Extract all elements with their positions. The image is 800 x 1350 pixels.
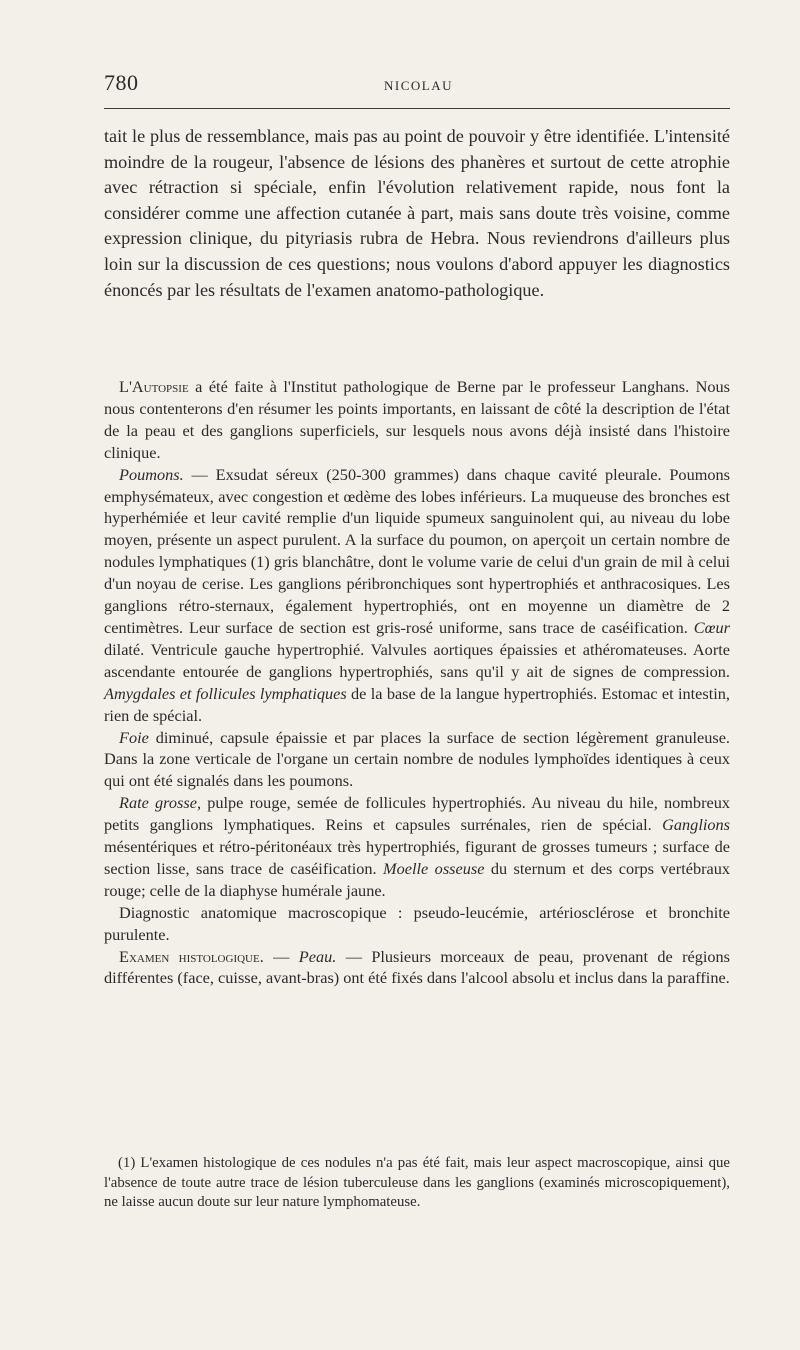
autopsy-section — [104, 376, 730, 989]
rate-label: Rate grosse, — [119, 793, 202, 813]
rate-paragraph — [104, 792, 730, 902]
autopsie-paragraph — [104, 376, 730, 464]
footnote-marker: (1) — [118, 1155, 136, 1171]
running-head: NICOLAU — [384, 78, 453, 93]
rate-text: pulpe rouge, semée de follicules hypertrophiés. Au niveau du hile, nombreux petits ganglions lymphatiques. Reins et capsules surrénales, rien de spécial. — [104, 793, 730, 835]
moelle-text: du sternum et des corps vertébraux rouge; celle de la diaphyse humérale jaune. — [104, 858, 731, 900]
intro-block — [104, 124, 730, 303]
coeur-text: dilaté. Ventricule gauche hypertrophié. Valvules aortiques épaissies et athéromateuses. Aorte ascendante entourée de ganglions hypertrophiés, sans qu'il y ait de signes de compression. — [104, 639, 730, 681]
page-header — [104, 70, 730, 110]
coeur-label: Cœur — [693, 617, 730, 637]
foie-paragraph — [104, 727, 730, 793]
examen-label: Examen histologique. — [119, 946, 264, 966]
foie-label: Foie — [119, 727, 149, 747]
autopsie-label: L'Autopsie — [119, 377, 189, 396]
examen-text: — Plusieurs morceaux de peau, provenant de régions différentes (face, cuisse, avant-bras) ont été fixés dans l'alcool absolu et inclus dans la paraffine. — [104, 946, 730, 988]
autopsie-text: a été faite à l'Institut pathologique de Berne par le professeur Langhans. Nous nous contenterons d'en résumer les points importants, en laissant de côté la description de l'état de la peau et des ganglions superficiels, sur lesquels nous avons déjà insisté dans l'histoire clinique. — [104, 377, 730, 462]
footnote-paragraph — [104, 1154, 730, 1213]
footnote — [104, 1154, 730, 1213]
peau-label: Peau. — [298, 946, 337, 966]
footnote-text: L'examen histologique de ces nodules n'a pas été fait, mais leur aspect macroscopique, ainsi que l'absence de toute autre trace de lésion tuberculeuse dans les ganglions (examinés microscopiquement), ne laisse aucun doute sur leur nature lymphomateuse. — [104, 1155, 730, 1210]
poumons-paragraph — [104, 464, 730, 727]
ganglions-text: mésentériques et rétro-péritonéaux très hypertrophiés, figurant de grosses tumeurs ; surface de section lisse, sans trace de caséification. — [104, 837, 730, 878]
amygdales-label: Amygdales et follicules lymphatiques — [104, 683, 347, 703]
header-rule — [104, 108, 730, 109]
poumons-text: — Exsudat séreux (250-300 grammes) dans chaque cavité pleurale. Poumons emphysémateux, avec congestion et œdème des lobes inférieurs. La muqueuse des bronches est hyperhémiée et leur cavité remplie d'un liquide spumeux sanguinolent qui, au niveau du lobe moyen, présente un aspect purulent. A la surface du poumon, on aperçoit un certain nombre de nodules lymphatiques (1) gris blanchâtre, dont le volume varie de celui d'un grain de mil à celui d'un noyau de cerise. Les ganglions péribronchiques sont hypertrophiés et anthracosiques. Les ganglions rétro-sternaux, également hypertrophiés, ont en moyenne un diamètre de 2 centimètres. Leur surface de section est gris-rosé uniforme, sans trace de caséification. — [104, 464, 730, 637]
poumons-label: Poumons. — [119, 464, 184, 484]
intro-paragraph: tait le plus de ressemblance, mais pas au point de pouvoir y être identifiée. L'intensité moindre de la rougeur, l'absence de lésions des phanères et surtout de cette atrophie avec rétraction si spéciale, enfin l'évolution relativement rapide, nous font la considérer comme une affection cutanée à part, mais sans doute très voisine, comme expression clinique, du pityriasis rubra de Hebra. Nous reviendrons d'ailleurs plus loin sur la discussion de ces questions; nous voulons d'abord appuyer les diagnostics énoncés par les résultats de l'examen anatomo-pathologique. — [104, 126, 730, 300]
amygdales-text: de la base de la langue hypertrophiés. Estomac et intestin, rien de spécial. — [104, 683, 731, 725]
examen-dash: — — [263, 946, 299, 966]
diagnostic-paragraph: Diagnostic anatomique macroscopique : pseudo-leucémie, artériosclérose et bronchite purulente. — [104, 902, 730, 944]
ganglions-label: Ganglions — [662, 815, 730, 835]
examen-paragraph — [104, 946, 730, 990]
page-number: 780 — [104, 70, 139, 95]
moelle-label: Moelle osseuse — [383, 858, 485, 878]
foie-text: diminué, capsule épaissie et par places la surface de section légèrement granuleuse. Dans la zone verticale de l'organe un certain nombre de nodules lymphoïdes identiques à ceux qui ont été signalés dans les poumons. — [104, 727, 730, 791]
